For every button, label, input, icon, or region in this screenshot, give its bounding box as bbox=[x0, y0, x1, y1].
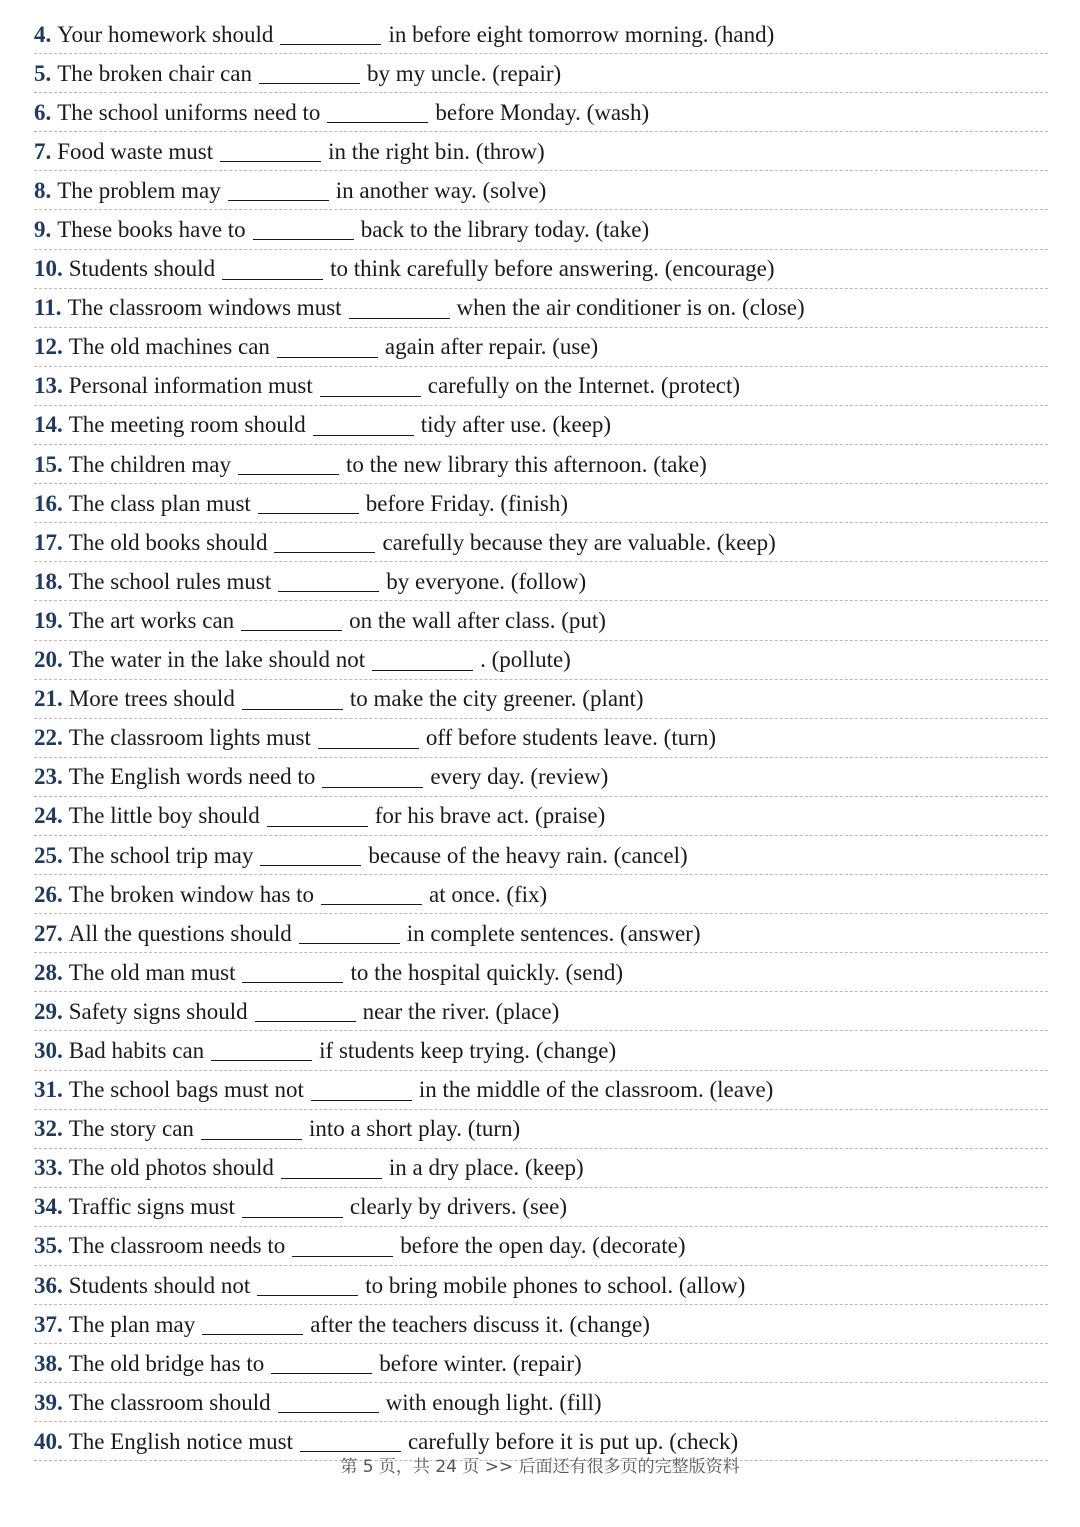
question-text-after: carefully because they are valuable. (keep) bbox=[382, 529, 776, 555]
question-text-after: after the teachers discuss it. (change) bbox=[310, 1311, 650, 1337]
question-text-before: The classroom lights must bbox=[68, 725, 311, 751]
question-number: 11. bbox=[34, 295, 62, 321]
answer-blank[interactable] bbox=[327, 103, 428, 123]
question-row bbox=[34, 562, 1048, 601]
answer-blank[interactable] bbox=[257, 1276, 358, 1296]
question-number: 15. bbox=[34, 451, 63, 477]
question-number: 22. bbox=[34, 725, 63, 751]
question-text-before: The school uniforms need to bbox=[57, 99, 321, 125]
question-text-after: clearly by drivers. (see) bbox=[349, 1194, 568, 1220]
question-number: 32. bbox=[34, 1116, 63, 1142]
question-text-after: before Friday. (finish) bbox=[365, 490, 569, 516]
question-row bbox=[34, 328, 1048, 367]
question-number: 31. bbox=[34, 1077, 63, 1103]
question-text-before: Safety signs should bbox=[68, 998, 248, 1024]
question-number: 13. bbox=[34, 373, 63, 399]
question-text-after: in a dry place. (keep) bbox=[388, 1155, 584, 1181]
answer-blank[interactable] bbox=[222, 260, 323, 280]
question-text-before: The classroom should bbox=[68, 1389, 271, 1415]
answer-blank[interactable] bbox=[277, 338, 378, 358]
answer-blank[interactable] bbox=[202, 1315, 303, 1335]
question-text-before: The school trip may bbox=[68, 842, 254, 868]
question-text-before: The meeting room should bbox=[68, 412, 306, 438]
question-text-before: Food waste must bbox=[57, 138, 214, 164]
question-text-before: The classroom windows must bbox=[67, 295, 342, 321]
question-row bbox=[34, 1149, 1048, 1188]
question-text-before: More trees should bbox=[68, 686, 235, 712]
question-number: 26. bbox=[34, 881, 63, 907]
question-text-before: Personal information must bbox=[68, 373, 313, 399]
question-text-before: The class plan must bbox=[68, 490, 251, 516]
question-number: 37. bbox=[34, 1311, 63, 1337]
question-rows bbox=[34, 15, 1048, 1461]
answer-blank[interactable] bbox=[318, 729, 419, 749]
question-number: 21. bbox=[34, 686, 63, 712]
question-text-before: These books have to bbox=[57, 217, 246, 243]
answer-blank[interactable] bbox=[259, 64, 360, 84]
answer-blank[interactable] bbox=[242, 1198, 343, 1218]
answer-blank[interactable] bbox=[274, 533, 375, 553]
answer-blank[interactable] bbox=[241, 611, 342, 631]
question-row bbox=[34, 1188, 1048, 1227]
question-text-before: The problem may bbox=[57, 177, 221, 203]
answer-blank[interactable] bbox=[278, 1393, 379, 1413]
question-text-after: every day. (review) bbox=[430, 764, 609, 790]
question-number: 30. bbox=[34, 1037, 63, 1063]
question-number: 6. bbox=[34, 99, 52, 125]
page-footer: 第 5 页，共 24 页 >> 后面还有很多页的完整版资料 bbox=[340, 1457, 740, 1477]
question-text-after: to the hospital quickly. (send) bbox=[350, 959, 624, 985]
question-text-after: tidy after use. (keep) bbox=[420, 412, 612, 438]
question-text-before: The old bridge has to bbox=[68, 1350, 265, 1376]
answer-blank[interactable] bbox=[201, 1120, 302, 1140]
question-text-after: into a short play. (turn) bbox=[308, 1116, 521, 1142]
answer-blank[interactable] bbox=[260, 846, 361, 866]
question-row bbox=[34, 210, 1048, 249]
question-text-before: Traffic signs must bbox=[68, 1194, 235, 1220]
question-row bbox=[34, 758, 1048, 797]
answer-blank[interactable] bbox=[211, 1041, 312, 1061]
question-text-before: Your homework should bbox=[57, 21, 274, 47]
question-number: 14. bbox=[34, 412, 63, 438]
answer-blank[interactable] bbox=[242, 690, 343, 710]
question-row bbox=[34, 289, 1048, 328]
answer-blank[interactable] bbox=[255, 1002, 356, 1022]
question-text-before: The school rules must bbox=[68, 568, 272, 594]
question-number: 8. bbox=[34, 177, 52, 203]
question-text-before: The English notice must bbox=[68, 1428, 293, 1454]
question-row bbox=[34, 93, 1048, 132]
answer-blank[interactable] bbox=[267, 807, 368, 827]
question-text-after: off before students leave. (turn) bbox=[425, 725, 717, 751]
question-number: 29. bbox=[34, 998, 63, 1024]
answer-blank[interactable] bbox=[300, 1432, 401, 1452]
question-number: 16. bbox=[34, 490, 63, 516]
question-row bbox=[34, 1227, 1048, 1266]
question-text-after: to the new library this afternoon. (take) bbox=[345, 451, 707, 477]
question-number: 9. bbox=[34, 217, 52, 243]
question-text-after: if students keep trying. (change) bbox=[319, 1037, 617, 1063]
answer-blank[interactable] bbox=[372, 651, 473, 671]
question-text-after: before Monday. (wash) bbox=[435, 99, 650, 125]
question-text-after: by everyone. (follow) bbox=[386, 568, 587, 594]
question-text-after: near the river. (place) bbox=[362, 998, 560, 1024]
question-number: 35. bbox=[34, 1233, 63, 1259]
question-text-before: The old man must bbox=[68, 959, 236, 985]
question-row bbox=[34, 1031, 1048, 1070]
question-text-before: The water in the lake should not bbox=[68, 647, 366, 673]
question-text-after: in another way. (solve) bbox=[335, 177, 547, 203]
question-text-after: to make the city greener. (plant) bbox=[349, 686, 644, 712]
question-number: 5. bbox=[34, 60, 52, 86]
question-row bbox=[34, 914, 1048, 953]
question-number: 38. bbox=[34, 1350, 63, 1376]
answer-blank[interactable] bbox=[242, 963, 343, 983]
question-row bbox=[34, 1305, 1048, 1344]
question-number: 40. bbox=[34, 1428, 63, 1454]
question-row bbox=[34, 250, 1048, 289]
question-number: 4. bbox=[34, 21, 52, 47]
question-text-after: carefully on the Internet. (protect) bbox=[427, 373, 741, 399]
question-number: 7. bbox=[34, 138, 52, 164]
question-text-after: carefully before it is put up. (check) bbox=[407, 1428, 739, 1454]
question-text-after: in complete sentences. (answer) bbox=[406, 920, 701, 946]
question-number: 20. bbox=[34, 647, 63, 673]
question-row bbox=[34, 601, 1048, 640]
exercise-list bbox=[34, 15, 1048, 1461]
question-row bbox=[34, 445, 1048, 484]
question-row bbox=[34, 1383, 1048, 1422]
question-row bbox=[34, 875, 1048, 914]
question-text-before: The English words need to bbox=[68, 764, 316, 790]
question-row bbox=[34, 680, 1048, 719]
answer-blank[interactable] bbox=[271, 1354, 372, 1374]
question-text-before: All the questions should bbox=[68, 920, 292, 946]
answer-blank[interactable] bbox=[280, 25, 381, 45]
question-text-after: when the air conditioner is on. (close) bbox=[456, 295, 805, 321]
question-text-after: with enough light. (fill) bbox=[385, 1389, 602, 1415]
question-text-before: The broken window has to bbox=[68, 881, 315, 907]
question-number: 12. bbox=[34, 334, 63, 360]
answer-blank[interactable] bbox=[258, 494, 359, 514]
answer-blank[interactable] bbox=[349, 299, 450, 319]
question-text-before: The classroom needs to bbox=[68, 1233, 286, 1259]
question-text-after: to think carefully before answering. (encourage) bbox=[330, 256, 775, 282]
question-text-after: again after repair. (use) bbox=[384, 334, 599, 360]
answer-blank[interactable] bbox=[320, 377, 421, 397]
question-row bbox=[34, 641, 1048, 680]
question-row bbox=[34, 1110, 1048, 1149]
question-text-after: at once. (fix) bbox=[429, 881, 548, 907]
question-number: 36. bbox=[34, 1272, 63, 1298]
question-text-after: in before eight tomorrow morning. (hand) bbox=[388, 21, 775, 47]
question-row bbox=[34, 54, 1048, 93]
answer-blank[interactable] bbox=[238, 455, 339, 475]
answer-blank[interactable] bbox=[311, 1081, 412, 1101]
question-text-before: Students should not bbox=[68, 1272, 251, 1298]
question-number: 24. bbox=[34, 803, 63, 829]
question-number: 28. bbox=[34, 959, 63, 985]
question-text-before: The old machines can bbox=[68, 334, 270, 360]
question-row bbox=[34, 484, 1048, 523]
answer-blank[interactable] bbox=[313, 416, 414, 436]
answer-blank[interactable] bbox=[228, 181, 329, 201]
question-row bbox=[34, 523, 1048, 562]
question-number: 18. bbox=[34, 568, 63, 594]
question-text-before: Students should bbox=[68, 256, 216, 282]
answer-blank[interactable] bbox=[281, 1159, 382, 1179]
question-row bbox=[34, 719, 1048, 758]
question-text-after: . (pollute) bbox=[480, 647, 571, 673]
question-text-after: in the middle of the classroom. (leave) bbox=[418, 1077, 774, 1103]
question-number: 33. bbox=[34, 1155, 63, 1181]
answer-blank[interactable] bbox=[321, 885, 422, 905]
question-text-after: on the wall after class. (put) bbox=[349, 607, 606, 633]
question-text-before: The art works can bbox=[68, 607, 235, 633]
question-text-after: by my uncle. (repair) bbox=[367, 60, 562, 86]
question-number: 27. bbox=[34, 920, 63, 946]
answer-blank[interactable] bbox=[292, 1237, 393, 1257]
question-text-after: before winter. (repair) bbox=[379, 1350, 582, 1376]
question-row bbox=[34, 1266, 1048, 1305]
question-number: 34. bbox=[34, 1194, 63, 1220]
answer-blank[interactable] bbox=[278, 572, 379, 592]
question-text-before: The story can bbox=[68, 1116, 194, 1142]
question-number: 19. bbox=[34, 607, 63, 633]
question-text-after: before the open day. (decorate) bbox=[400, 1233, 686, 1259]
answer-blank[interactable] bbox=[220, 142, 321, 162]
question-row bbox=[34, 1344, 1048, 1383]
question-text-before: The plan may bbox=[68, 1311, 196, 1337]
question-text-before: Bad habits can bbox=[68, 1037, 205, 1063]
answer-blank[interactable] bbox=[322, 768, 423, 788]
question-text-after: for his brave act. (praise) bbox=[374, 803, 606, 829]
question-row bbox=[34, 1071, 1048, 1110]
answer-blank[interactable] bbox=[299, 924, 400, 944]
question-row bbox=[34, 15, 1048, 54]
question-text-after: because of the heavy rain. (cancel) bbox=[368, 842, 688, 868]
question-text-before: The old photos should bbox=[68, 1155, 274, 1181]
question-number: 23. bbox=[34, 764, 63, 790]
answer-blank[interactable] bbox=[253, 220, 354, 240]
question-row bbox=[34, 797, 1048, 836]
question-number: 10. bbox=[34, 256, 63, 282]
question-text-after: back to the library today. (take) bbox=[360, 217, 650, 243]
question-row bbox=[34, 406, 1048, 445]
question-row bbox=[34, 132, 1048, 171]
question-row bbox=[34, 836, 1048, 875]
question-text-before: The children may bbox=[68, 451, 231, 477]
question-row bbox=[34, 953, 1048, 992]
question-text-after: in the right bin. (throw) bbox=[328, 138, 545, 164]
question-row bbox=[34, 992, 1048, 1031]
question-text-before: The broken chair can bbox=[57, 60, 253, 86]
question-text-before: The little boy should bbox=[68, 803, 260, 829]
question-number: 25. bbox=[34, 842, 63, 868]
question-text-after: to bring mobile phones to school. (allow) bbox=[365, 1272, 746, 1298]
question-text-before: The school bags must not bbox=[68, 1077, 304, 1103]
question-number: 17. bbox=[34, 529, 63, 555]
question-row bbox=[34, 367, 1048, 406]
question-text-before: The old books should bbox=[68, 529, 268, 555]
question-row bbox=[34, 171, 1048, 210]
question-number: 39. bbox=[34, 1389, 63, 1415]
